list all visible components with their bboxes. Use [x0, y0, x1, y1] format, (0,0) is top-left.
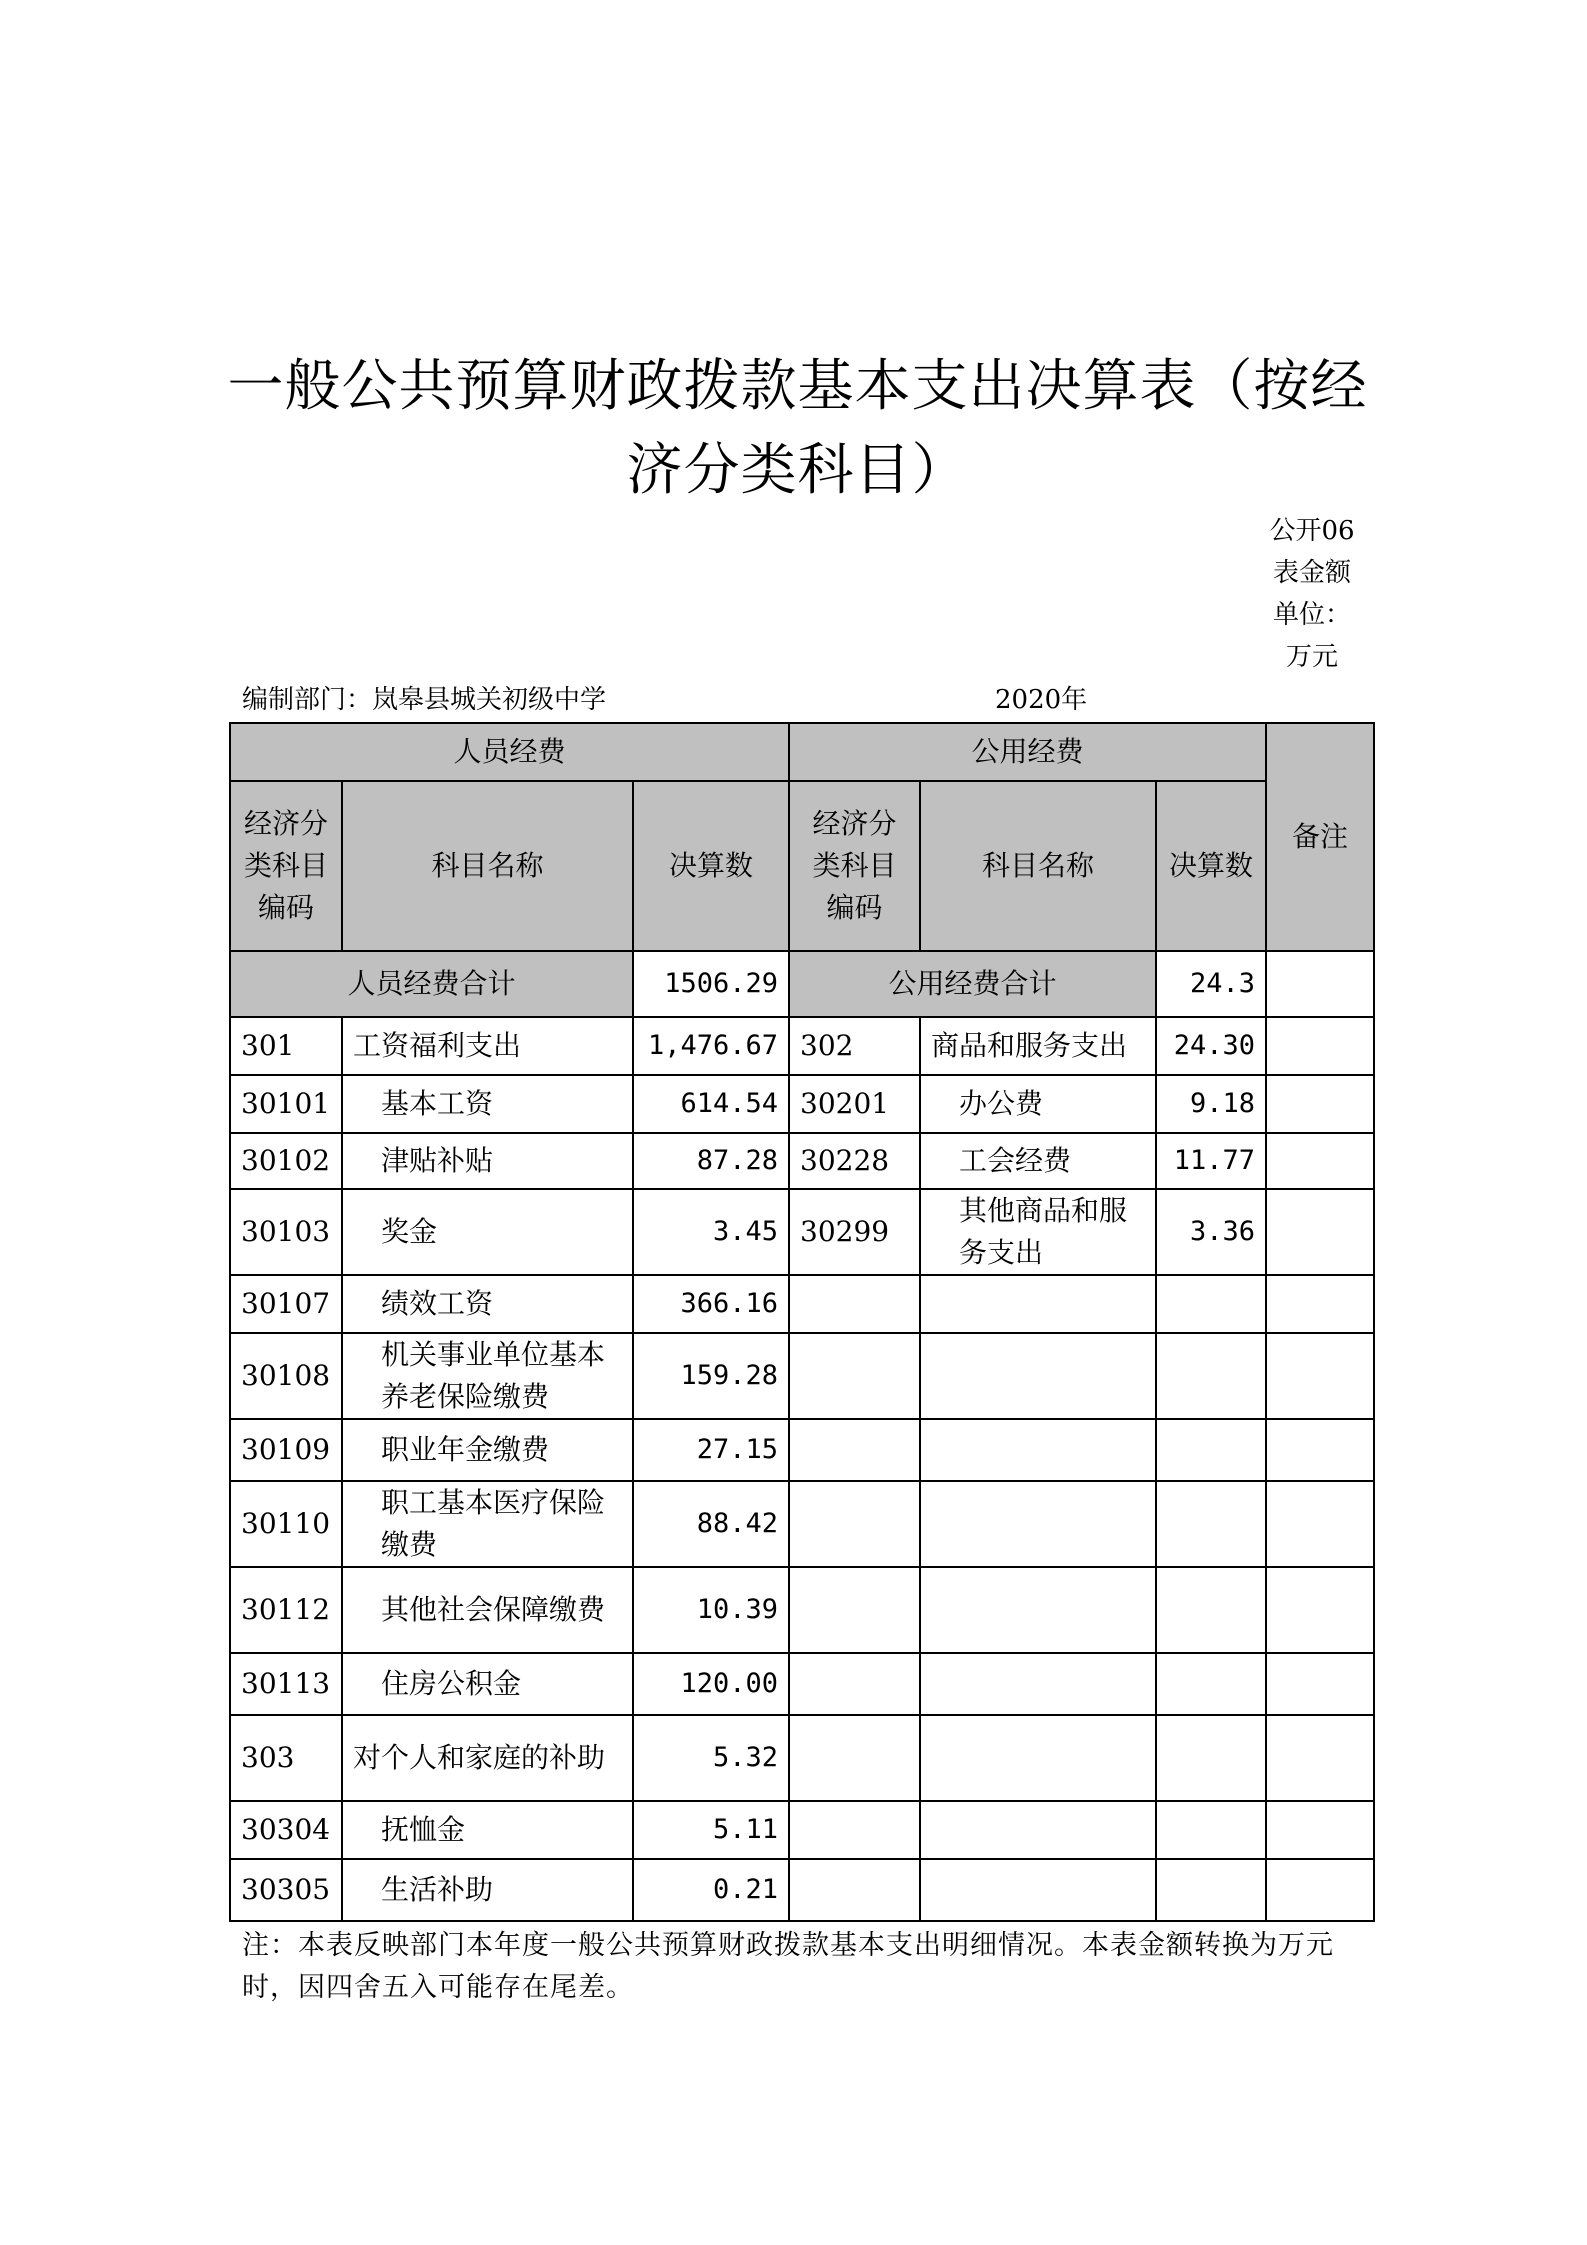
table-row	[230, 1333, 1374, 1419]
row-code2	[789, 1567, 920, 1653]
row-code: 30107	[230, 1275, 342, 1333]
row-amount2	[1156, 1567, 1266, 1653]
table-row	[230, 1715, 1374, 1801]
row-amount: 0.21	[633, 1859, 789, 1921]
row-amount: 159.28	[633, 1333, 789, 1419]
row-name2	[920, 1275, 1156, 1333]
name2-header: 科目名称	[920, 781, 1156, 951]
row-remark	[1266, 1333, 1374, 1419]
row-code: 30102	[230, 1133, 342, 1189]
table-row	[230, 1275, 1374, 1333]
row-code: 30108	[230, 1333, 342, 1419]
row-code: 30304	[230, 1801, 342, 1859]
name-header: 科目名称	[342, 781, 633, 951]
row-amount: 5.32	[633, 1715, 789, 1801]
totals-row	[230, 951, 1374, 1017]
public-header: 公用经费	[789, 723, 1266, 781]
group-header-row	[230, 723, 1374, 781]
row-code2: 30299	[789, 1189, 920, 1275]
row-name2: 其他商品和服务支出	[920, 1189, 1156, 1275]
table-row	[230, 1801, 1374, 1859]
row-amount: 87.28	[633, 1133, 789, 1189]
row-name: 绩效工资	[342, 1275, 633, 1333]
row-name2: 商品和服务支出	[920, 1017, 1156, 1075]
amount-unit: 金额单位：万元	[1272, 558, 1352, 672]
row-code: 30110	[230, 1481, 342, 1567]
row-name2	[920, 1653, 1156, 1715]
totals-remark	[1266, 951, 1374, 1017]
row-code2	[789, 1275, 920, 1333]
column-header-row	[230, 781, 1374, 951]
row-amount: 3.45	[633, 1189, 789, 1275]
row-remark	[1266, 1801, 1374, 1859]
row-name: 对个人和家庭的补助	[342, 1715, 633, 1801]
table-row	[230, 1567, 1374, 1653]
row-amount2	[1156, 1333, 1266, 1419]
row-name2	[920, 1481, 1156, 1567]
row-remark	[1266, 1653, 1374, 1715]
row-code2	[789, 1653, 920, 1715]
row-amount2	[1156, 1275, 1266, 1333]
row-amount: 5.11	[633, 1801, 789, 1859]
public-total-value: 24.3	[1156, 951, 1266, 1017]
row-name2: 办公费	[920, 1075, 1156, 1133]
row-remark	[1266, 1859, 1374, 1921]
row-code: 30112	[230, 1567, 342, 1653]
row-amount: 27.15	[633, 1419, 789, 1481]
row-name: 职工基本医疗保险缴费	[342, 1481, 633, 1567]
table-row	[230, 1481, 1374, 1567]
personnel-total-label: 人员经费合计	[230, 951, 633, 1017]
row-code2	[789, 1333, 920, 1419]
amount-header: 决算数	[633, 781, 789, 951]
row-name: 职业年金缴费	[342, 1419, 633, 1481]
row-code: 30103	[230, 1189, 342, 1275]
row-code: 30109	[230, 1419, 342, 1481]
row-remark	[1266, 1275, 1374, 1333]
report-year: 2020年	[995, 685, 1088, 715]
row-name2	[920, 1859, 1156, 1921]
row-amount: 10.39	[633, 1567, 789, 1653]
table-row	[230, 1017, 1374, 1075]
personnel-total-value: 1506.29	[633, 951, 789, 1017]
row-code: 30113	[230, 1653, 342, 1715]
row-name2	[920, 1333, 1156, 1419]
remark-header: 备注	[1266, 723, 1374, 951]
row-name2: 工会经费	[920, 1133, 1156, 1189]
row-name: 奖金	[342, 1189, 633, 1275]
row-remark	[1266, 1715, 1374, 1801]
row-name: 工资福利支出	[342, 1017, 633, 1075]
row-remark	[1266, 1075, 1374, 1133]
table-row	[230, 1419, 1374, 1481]
row-name: 基本工资	[342, 1075, 633, 1133]
row-name: 生活补助	[342, 1859, 633, 1921]
row-amount2: 11.77	[1156, 1133, 1266, 1189]
row-code2: 30201	[789, 1075, 920, 1133]
row-name2	[920, 1567, 1156, 1653]
row-name2	[920, 1801, 1156, 1859]
row-remark	[1266, 1133, 1374, 1189]
row-name2	[920, 1419, 1156, 1481]
row-amount2: 3.36	[1156, 1189, 1266, 1275]
row-code2: 30228	[789, 1133, 920, 1189]
row-code2	[789, 1801, 920, 1859]
row-amount: 120.00	[633, 1653, 789, 1715]
table-row	[230, 1859, 1374, 1921]
table-row	[230, 1189, 1374, 1275]
public-total-label: 公用经费合计	[789, 951, 1156, 1017]
row-remark	[1266, 1481, 1374, 1567]
row-remark	[1266, 1189, 1374, 1275]
row-amount2	[1156, 1715, 1266, 1801]
table-row	[230, 1653, 1374, 1715]
row-code2	[789, 1481, 920, 1567]
row-remark	[1266, 1419, 1374, 1481]
row-code: 303	[230, 1715, 342, 1801]
row-amount: 1,476.67	[633, 1017, 789, 1075]
compiling-department: 编制部门：岚皋县城关初级中学	[242, 685, 607, 715]
row-amount2	[1156, 1859, 1266, 1921]
row-amount: 366.16	[633, 1275, 789, 1333]
row-amount2	[1156, 1653, 1266, 1715]
row-amount2: 24.30	[1156, 1017, 1266, 1075]
row-name: 住房公积金	[342, 1653, 633, 1715]
row-code: 301	[230, 1017, 342, 1075]
page-title: 一般公共预算财政拨款基本支出决算表（按经济分类科目）	[227, 354, 1368, 503]
row-amount: 88.42	[633, 1481, 789, 1567]
footnote: 注：本表反映部门本年度一般公共预算财政拨款基本支出明细情况。本表金额转换为万元时，因四舍五入可能存在尾差。	[242, 1930, 1334, 2003]
row-code2	[789, 1859, 920, 1921]
row-amount: 614.54	[633, 1075, 789, 1133]
row-amount2: 9.18	[1156, 1075, 1266, 1133]
row-code: 30305	[230, 1859, 342, 1921]
row-code: 30101	[230, 1075, 342, 1133]
row-code2: 302	[789, 1017, 920, 1075]
table-row	[230, 1075, 1374, 1133]
row-name: 抚恤金	[342, 1801, 633, 1859]
row-code2	[789, 1715, 920, 1801]
row-name2	[920, 1715, 1156, 1801]
row-code2	[789, 1419, 920, 1481]
row-remark	[1266, 1567, 1374, 1653]
row-name: 机关事业单位基本养老保险缴费	[342, 1333, 633, 1419]
row-name: 津贴补贴	[342, 1133, 633, 1189]
row-remark	[1266, 1017, 1374, 1075]
expenditure-table	[229, 722, 1375, 1922]
code-header: 经济分类科目编码	[230, 781, 342, 951]
code2-header: 经济分类科目编码	[789, 781, 920, 951]
form-code: 公开06表	[1269, 516, 1355, 588]
amount2-header: 决算数	[1156, 781, 1266, 951]
row-amount2	[1156, 1481, 1266, 1567]
form-code-and-unit	[1262, 510, 1362, 678]
row-amount2	[1156, 1801, 1266, 1859]
row-amount2	[1156, 1419, 1266, 1481]
row-name: 其他社会保障缴费	[342, 1567, 633, 1653]
personnel-header: 人员经费	[230, 723, 789, 781]
table-row	[230, 1133, 1374, 1189]
